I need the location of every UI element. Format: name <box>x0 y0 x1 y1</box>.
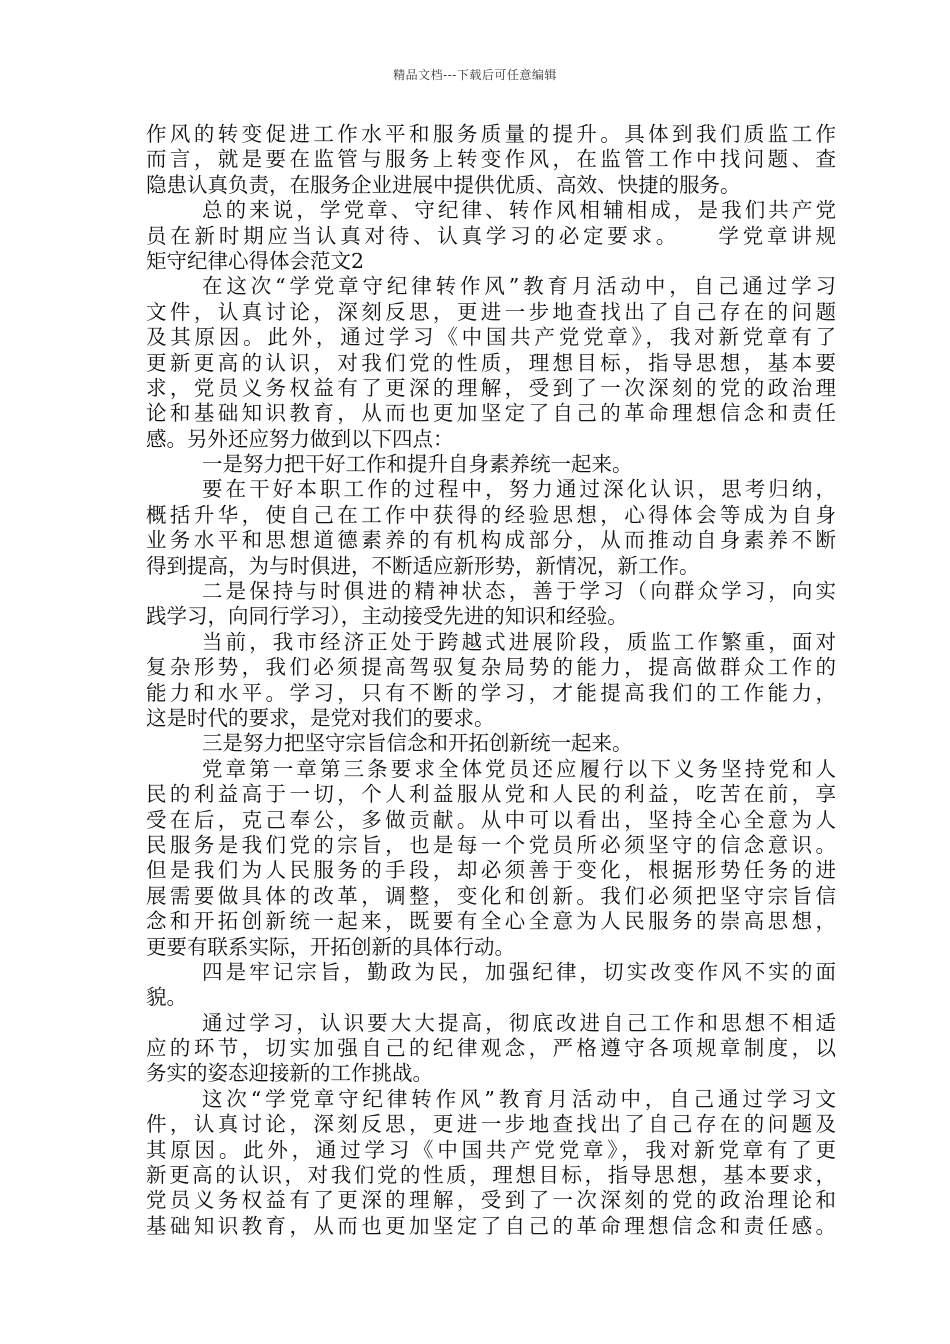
text-line: 矩守纪律心得体会范文2 <box>146 248 365 273</box>
text-line: 民服务是我们党的宗旨，也是每一个党员所必须坚守的信念意识。 <box>146 832 836 857</box>
text-line: 在这次“学党章守纪律转作风”教育月活动中，自己通过学习 <box>202 274 836 299</box>
text-line: 践学习，向同行学习），主动接受先进的知识和经验。 <box>146 604 628 629</box>
text-line: 业务水平和思想道德素养的有机构成部分，从而推动自身素养不断 <box>146 528 836 553</box>
text-line: 但是我们为人民服务的手段，却必须善于变化，根据形势任务的进 <box>146 858 836 883</box>
text-line: 其原因。此外，通过学习《中国共产党党章》，我对新党章有了更 <box>146 1137 836 1162</box>
text-line: 这次“学党章守纪律转作风”教育月活动中，自己通过学习文 <box>202 1086 836 1111</box>
text-line: 复杂形势，我们必须提高驾驭复杂局势的能力，提高做群众工作的 <box>146 655 836 680</box>
text-line: 党员义务权益有了更深的理解，受到了一次深刻的党的政治理论和 <box>146 1188 836 1213</box>
text-line: 应的环节，切实加强自己的纪律观念，严格遵守各项规章制度，以 <box>146 1036 836 1061</box>
text-line: 及其原因。此外，通过学习《中国共产党党章》，我对新党章有了 <box>146 325 836 350</box>
text-line: 要在干好本职工作的过程中，努力通过深化认识，思考归纳， <box>202 477 836 502</box>
page-header: 精品文档---下载后可任意编辑 <box>393 68 557 82</box>
text-line: 能力和水平。学习，只有不断的学习，才能提高我们的工作能力， <box>146 680 836 705</box>
text-line: 论和基础知识教育，从而也更加坚定了自己的革命理想信念和责任 <box>146 401 836 426</box>
text-line: 念和开拓创新统一起来，既要有全心全意为人民服务的崇高思想， <box>146 909 836 934</box>
document-body <box>146 122 836 1239</box>
text-line: 展需要做具体的改革，调整，变化和创新。我们必须把坚守宗旨信 <box>146 883 836 908</box>
text-line: 基础知识教育，从而也更加坚定了自己的革命理想信念和责任感。 <box>146 1213 836 1238</box>
text-line: 感。另外还应努力做到以下四点： <box>146 426 454 451</box>
text-line: 貌。 <box>146 985 187 1010</box>
text-line: 隐患认真负责，在服务企业进展中提供优质、高效、快捷的服务。 <box>146 172 741 197</box>
text-line: 更要有联系实际，开拓创新的具体行动。 <box>146 934 515 959</box>
text-line: 四是牢记宗旨，勤政为民，加强纪律，切实改变作风不实的面 <box>202 959 836 984</box>
text-line: 员在新时期应当认真对待、认真学习的必定要求。 学党章讲规 <box>146 223 836 248</box>
text-line: 这是时代的要求，是党对我们的要求。 <box>146 705 495 730</box>
text-line: 务实的姿态迎接新的工作挑战。 <box>146 1061 433 1086</box>
text-line: 件，认真讨论，深刻反思，更进一步地查找出了自己存在的问题及 <box>146 1112 836 1137</box>
text-line: 二是保持与时俱进的精神状态，善于学习（向群众学习，向实 <box>202 579 836 604</box>
text-line: 三是努力把坚守宗旨信念和开拓创新统一起来。 <box>202 731 633 756</box>
text-line: 一是努力把干好工作和提升自身素养统一起来。 <box>202 452 633 477</box>
text-line: 更新更高的认识，对我们党的性质，理想目标，指导思想，基本要 <box>146 350 836 375</box>
text-line: 受在后，克己奉公，多做贡献。从中可以看出，坚持全心全意为人 <box>146 807 836 832</box>
text-line: 得到提高，为与时俱进，不断适应新形势，新情况，新工作。 <box>146 553 700 578</box>
text-line: 求，党员义务权益有了更深的理解，受到了一次深刻的党的政治理 <box>146 375 836 400</box>
text-line: 总的来说，学党章、守纪律、转作风相辅相成，是我们共产党 <box>202 198 836 223</box>
text-line: 党章第一章第三条要求全体党员还应履行以下义务坚持党和人 <box>202 756 836 781</box>
text-line: 而言，就是要在监管与服务上转变作风，在监管工作中找问题、查 <box>146 147 836 172</box>
text-line: 通过学习，认识要大大提高，彻底改进自己工作和思想不相适 <box>202 1010 836 1035</box>
text-line: 新更高的认识，对我们党的性质，理想目标，指导思想，基本要求， <box>146 1163 836 1188</box>
text-line: 概括升华，使自己在工作中获得的经验思想，心得体会等成为自身 <box>146 502 836 527</box>
text-line: 民的利益高于一切，个人利益服从党和人民的利益，吃苦在前，享 <box>146 782 836 807</box>
text-line: 当前，我市经济正处于跨越式进展阶段，质监工作繁重，面对 <box>202 629 836 654</box>
text-line: 作风的转变促进工作水平和服务质量的提升。具体到我们质监工作 <box>146 122 836 146</box>
text-line: 文件，认真讨论，深刻反思，更进一步地查找出了自己存在的问题 <box>146 299 836 324</box>
